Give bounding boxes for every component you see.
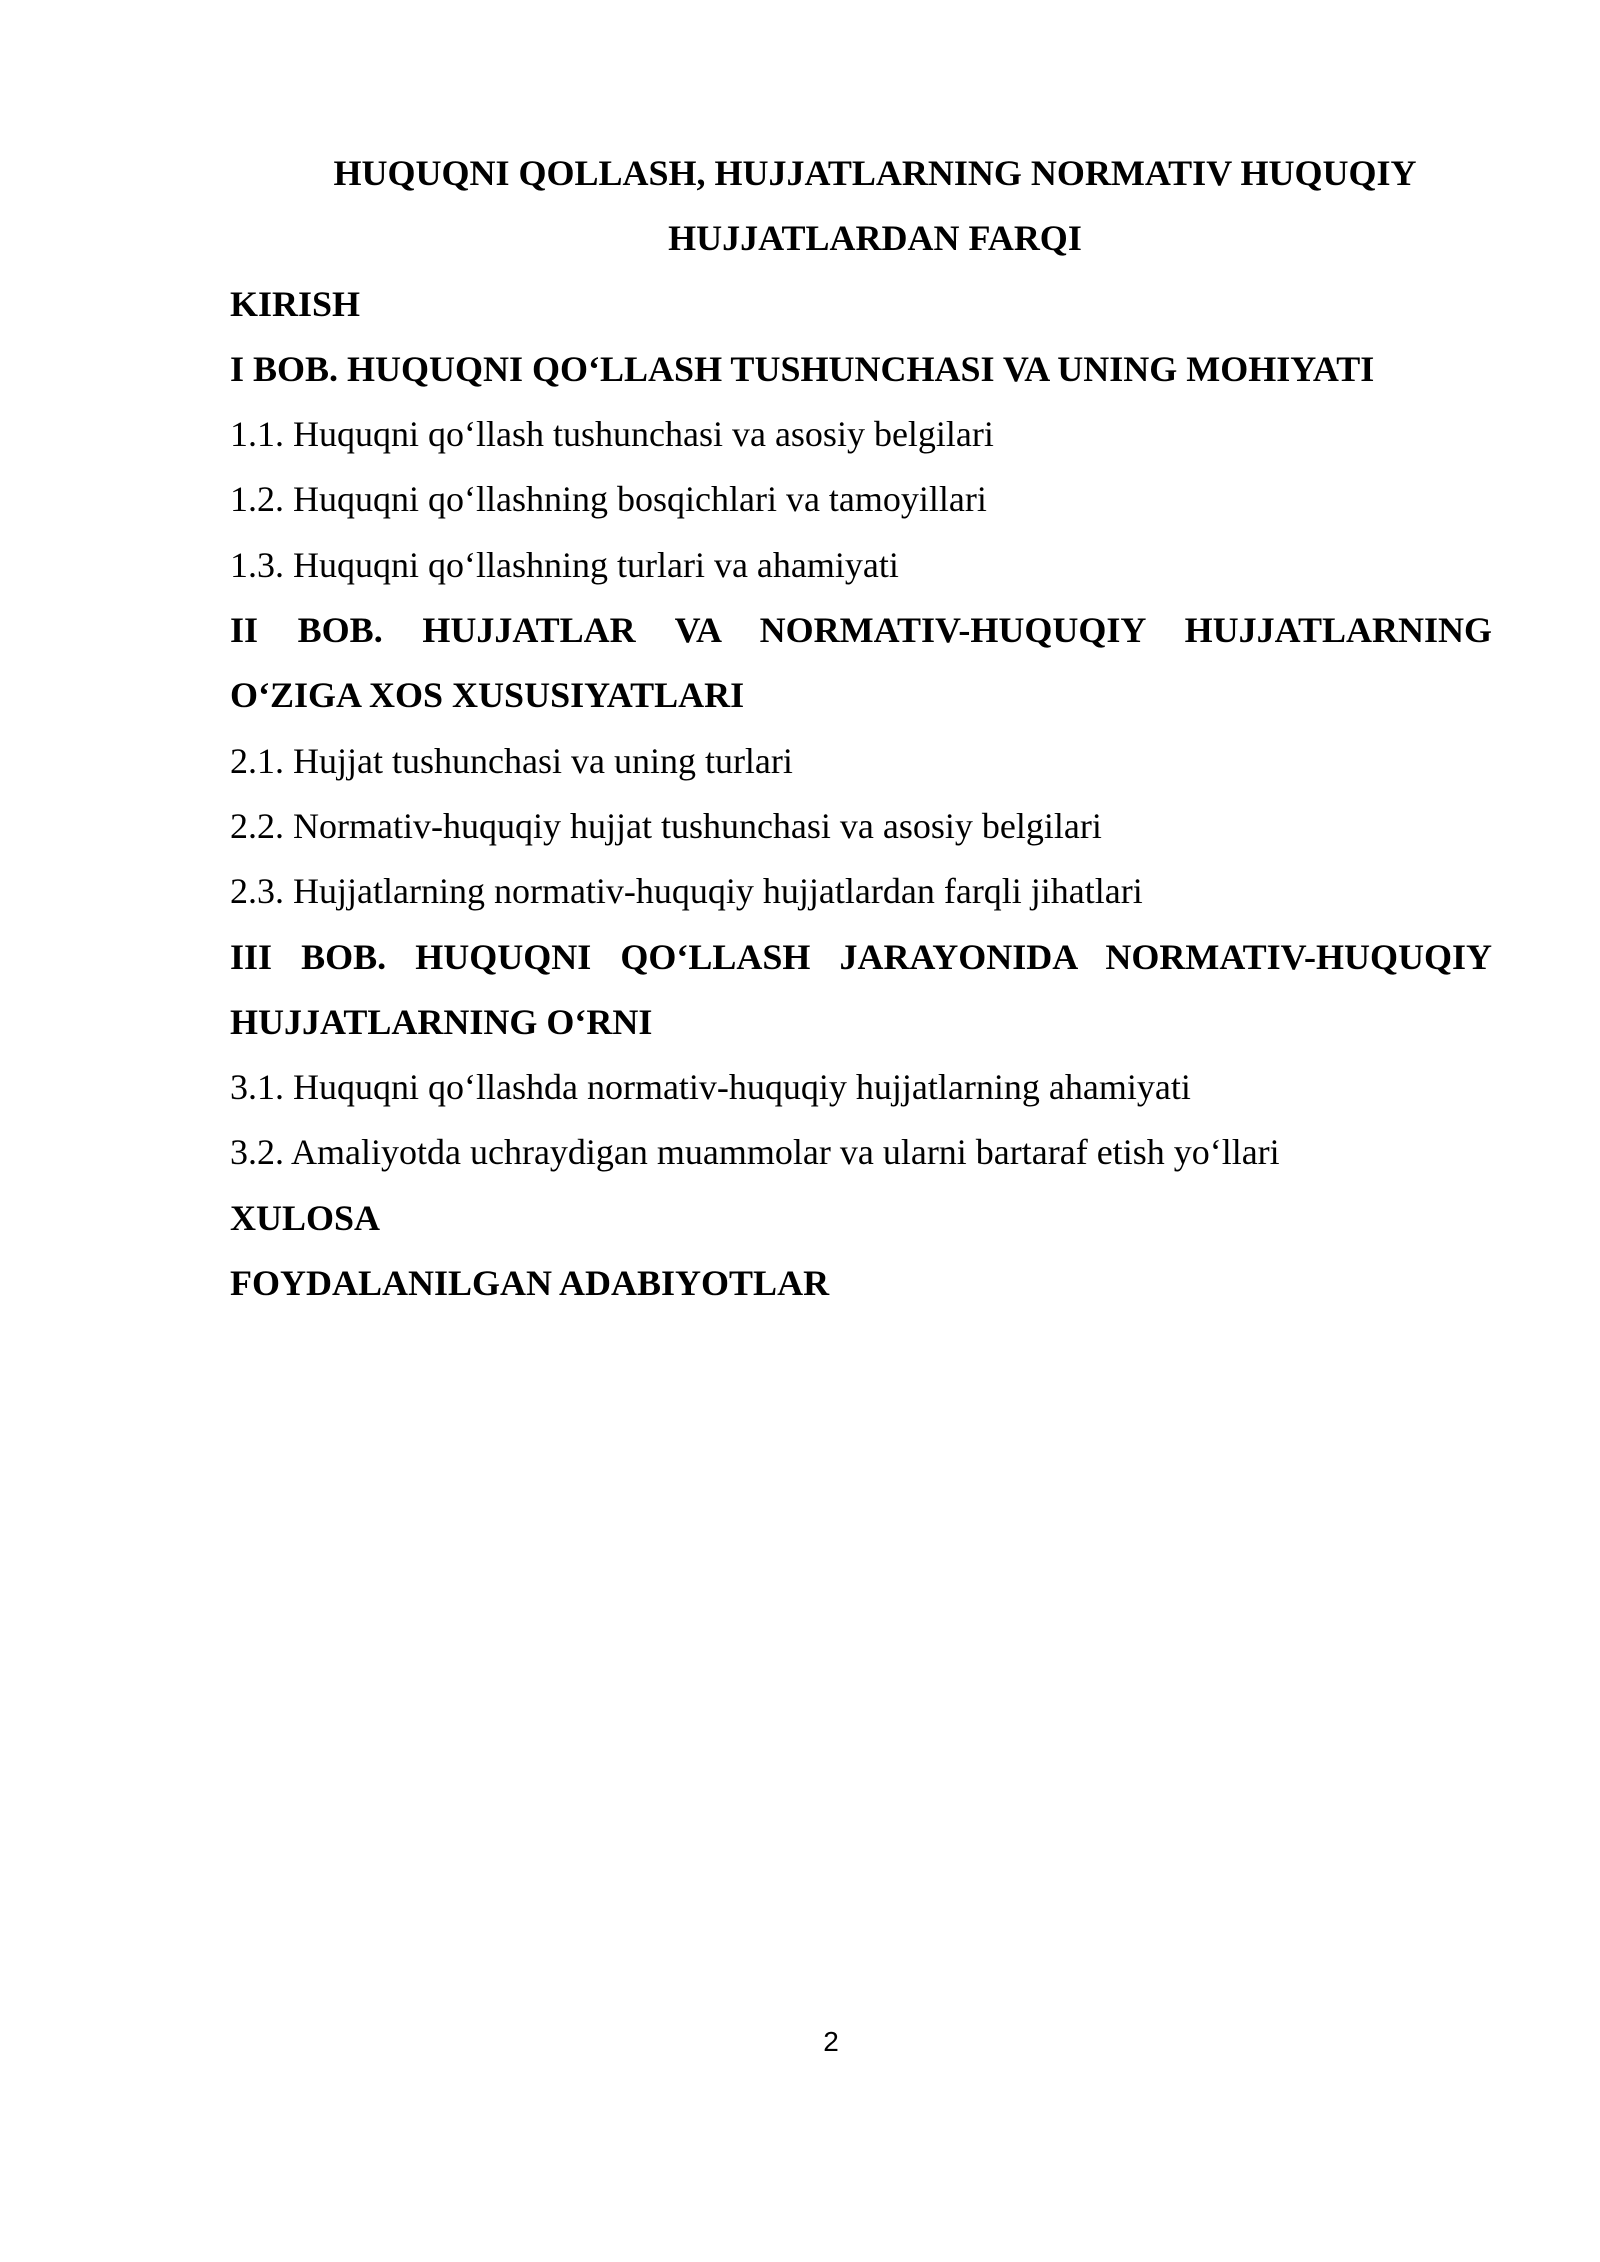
toc-chapter-3-heading-line-1: III BOB. HUQUQNI QO‘LLASH JARAYONIDA NORMATIV-HUQUQIY xyxy=(230,936,1492,977)
toc-section-3-2: 3.2. Amaliyotda uchraydigan muammolar va ularni bartaraf etish yo‘llari xyxy=(230,1132,1280,1173)
document-title-line-1: HUQUQNI QOLLASH, HUJJATLARNING NORMATIV HUQUQIY xyxy=(333,153,1417,193)
table-of-contents xyxy=(230,141,1492,1316)
toc-section-1-1: 1.1. Huquqni qo‘llash tushunchasi va asosiy belgilari xyxy=(230,414,994,455)
toc-section-1-3: 1.3. Huquqni qo‘llashning turlari va ahamiyati xyxy=(230,544,899,585)
toc-references: FOYDALANILGAN ADABIYOTLAR xyxy=(230,1263,830,1304)
toc-section-2-3: 2.3. Hujjatlarning normativ-huquqiy hujjatlardan farqli jihatlari xyxy=(230,871,1143,912)
toc-section-2-1: 2.1. Hujjat tushunchasi va uning turlari xyxy=(230,740,793,781)
toc-section-1-2: 1.2. Huquqni qo‘llashning bosqichlari va tamoyillari xyxy=(230,479,987,520)
toc-chapter-2-heading-line-2: O‘ZIGA XOS XUSUSIYATLARI xyxy=(230,675,745,716)
toc-intro: KIRISH xyxy=(230,283,361,324)
toc-section-2-2: 2.2. Normativ-huquqiy hujjat tushunchasi va asosiy belgilari xyxy=(230,805,1102,846)
toc-chapter-3-heading-line-2: HUJJATLARNING O‘RNI xyxy=(230,1001,653,1042)
toc-chapter-1-heading: I BOB. HUQUQNI QO‘LLASH TUSHUNCHASI VA UNING MOHIYATI xyxy=(230,348,1375,389)
toc-chapter-2-heading-line-1: II BOB. HUJJATLAR VA NORMATIV-HUQUQIY HUJJATLARNING xyxy=(230,610,1492,651)
toc-section-3-1: 3.1. Huquqni qo‘llashda normativ-huquqiy hujjatlarning ahamiyati xyxy=(230,1067,1191,1108)
toc-conclusion: XULOSA xyxy=(230,1197,381,1238)
document-title-line-2: HUJJATLARDAN FARQI xyxy=(668,218,1082,259)
page-number: 2 xyxy=(823,2026,839,2057)
